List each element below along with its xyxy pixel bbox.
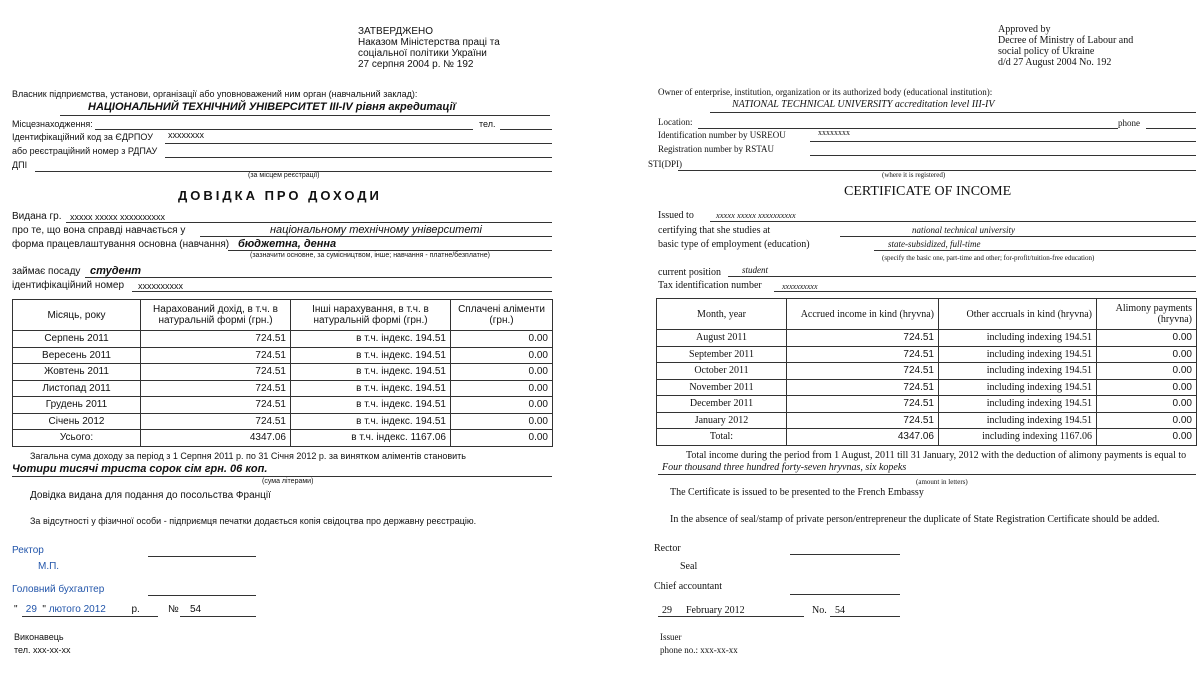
words-note: (сума літерами) (262, 478, 314, 485)
table-cell: Січень 2012 (13, 413, 141, 430)
issuer-phone: phone no.: xxx-xx-xx (660, 645, 738, 655)
table-cell: 0.00 (451, 397, 553, 414)
table-cell: 724.51 (141, 364, 291, 381)
table-cell: including indexing 194.51 (939, 396, 1097, 413)
table-cell: 0.00 (1097, 330, 1197, 347)
table-cell: Грудень 2011 (13, 397, 141, 414)
seal-place: Seal (680, 561, 698, 572)
issuer-label: Issuer (660, 632, 682, 642)
date-quote: " (42, 604, 46, 615)
total-words: Four thousand three hundred forty-seven hryvnas, six kopeks (662, 462, 907, 473)
table-cell: 0.00 (451, 364, 553, 381)
form-label: форма працевлаштування основна (навчання) (12, 239, 230, 250)
seal-note: За відсутності у фізичної особи - підприємця печатки додається копія свідоцтва про державну реєстрацію. (30, 516, 477, 526)
tax-label: ідентифікаційний номер (12, 280, 125, 291)
form-value: бюджетна, денна (238, 238, 337, 250)
table-cell: 724.51 (787, 346, 939, 363)
position-label: current position (658, 267, 722, 278)
table-cell: в т.ч. індекс. 1167.06 (291, 430, 451, 447)
issued-value: xxxxx xxxxx xxxxxxxxxx (70, 212, 166, 222)
table-cell: August 2011 (657, 330, 787, 347)
table-cell: 724.51 (141, 397, 291, 414)
table-header: Accrued income in kind (hryvna) (787, 299, 939, 330)
table-row (13, 380, 553, 397)
table-cell: including indexing 1167.06 (939, 429, 1097, 446)
owner-label: Власник підприємства, установи, організації або уповноважений ним орган (навчальний заклад): (12, 89, 418, 99)
table-cell: 724.51 (787, 363, 939, 380)
table-row (657, 330, 1197, 347)
table-total-row (657, 429, 1197, 446)
total-sum-text: Загальна сума доходу за період з 1 Серпня 2011 р. по 31 Січня 2012 р. за винятком аліментів становить (30, 451, 466, 461)
id-label: Identification number by USREOU (658, 130, 786, 140)
seal-note: In the absence of seal/stamp of private person/entrepreneur the duplicate of State Registration Certificate should be added. (670, 514, 1160, 525)
accountant-label: Chief accountant (654, 581, 723, 592)
table-header-row (657, 299, 1197, 330)
basic-label: basic type of employment (education) (658, 239, 810, 250)
table-total-row (13, 430, 553, 447)
table-cell: в т.ч. індекс. 194.51 (291, 397, 451, 414)
table-row (13, 364, 553, 381)
table-row (657, 412, 1197, 429)
sti-label: STI(DPI) (648, 159, 682, 169)
executor-label: Виконавець (14, 632, 64, 642)
approved-line: 27 серпня 2004 р. № 192 (358, 59, 474, 70)
approved-block (358, 26, 500, 70)
certifying-value: national technical university (912, 225, 1015, 235)
table-cell: 0.00 (451, 430, 553, 447)
issued-label: Issued to (658, 210, 694, 221)
tax-value: xxxxxxxxxx (138, 281, 183, 291)
table-cell: 0.00 (1097, 379, 1197, 396)
issued-value: xxxxx xxxxx xxxxxxxxxx (716, 210, 796, 220)
table-cell: Листопад 2011 (13, 380, 141, 397)
table-header: Other accruals in kind (hryvna) (939, 299, 1097, 330)
table-cell: в т.ч. індекс. 194.51 (291, 347, 451, 364)
rector-label: Ректор (12, 545, 44, 556)
table-cell: October 2011 (657, 363, 787, 380)
dpi-label: ДПІ (12, 160, 28, 170)
purpose-text: Довідка видана для подання до посольства Франції (30, 490, 271, 501)
approved-line: соціальної політики України (358, 48, 487, 59)
table-cell: November 2011 (657, 379, 787, 396)
table-header: Місяць, року (13, 300, 141, 331)
date-line (14, 604, 140, 615)
document-title: CERTIFICATE OF INCOME (844, 184, 1012, 199)
date-day: 29 (25, 604, 37, 615)
number-value: 54 (190, 604, 202, 615)
id-value: xxxxxxxx (818, 128, 850, 137)
table-cell: including indexing 194.51 (939, 346, 1097, 363)
issued-label: Видана гр. (12, 211, 62, 222)
date-day: 29 (662, 605, 672, 616)
date-month: лютого 2012 (48, 604, 106, 615)
table-cell: 724.51 (141, 380, 291, 397)
table-cell: 724.51 (787, 412, 939, 429)
table-cell: 0.00 (451, 347, 553, 364)
table-header: Alimony payments (hryvna) (1097, 299, 1197, 330)
table-cell: 0.00 (1097, 429, 1197, 446)
income-table (656, 298, 1197, 446)
table-row (657, 363, 1197, 380)
phone-label: тел. (479, 119, 496, 129)
reg-note: (where it is registered) (882, 171, 946, 179)
table-cell: 724.51 (787, 379, 939, 396)
university-name: НАЦІОНАЛЬНИЙ ТЕХНІЧНИЙ УНІВЕРСИТЕТ III-IV рівня акредитації (88, 101, 456, 113)
table-cell: including indexing 194.51 (939, 363, 1097, 380)
phone-label: phone (1118, 118, 1140, 128)
position-value: student (742, 265, 768, 275)
table-cell: Жовтень 2011 (13, 364, 141, 381)
location-label: Location: (658, 117, 693, 127)
table-row (13, 347, 553, 364)
location-label: Місцезнаходження: (12, 119, 93, 129)
table-cell: December 2011 (657, 396, 787, 413)
table-cell: 4347.06 (787, 429, 939, 446)
date-quote: " (14, 604, 18, 615)
studies-value: національному технічному університеті (270, 224, 482, 236)
table-row (657, 379, 1197, 396)
table-cell: September 2011 (657, 346, 787, 363)
table-cell: Вересень 2011 (13, 347, 141, 364)
number-label: No. (812, 605, 827, 616)
university-name: NATIONAL TECHNICAL UNIVERSITY accreditation level III-IV (732, 99, 995, 110)
rector-label: Rector (654, 543, 681, 554)
accountant-label: Головний бухгалтер (12, 584, 105, 595)
tax-value: xxxxxxxxxx (782, 282, 818, 291)
approved-line: Наказом Міністерства праці та (358, 37, 500, 48)
table-cell: January 2012 (657, 412, 787, 429)
table-header: Month, year (657, 299, 787, 330)
table-cell: 0.00 (451, 331, 553, 348)
words-note: (amount in letters) (916, 478, 968, 486)
table-row (657, 396, 1197, 413)
ukrainian-certificate (0, 0, 560, 689)
table-cell: в т.ч. індекс. 194.51 (291, 331, 451, 348)
table-cell: including indexing 194.51 (939, 330, 1097, 347)
id-code-value: xxxxxxxx (168, 130, 204, 140)
table-header: Нарахований дохід, в т.ч. в натуральній формі (грн.) (141, 300, 291, 331)
date-year-suffix: р. (131, 604, 140, 615)
total-words: Чотири тисячі триста сорок сім грн. 06 коп. (12, 463, 268, 475)
english-certificate (650, 0, 1200, 689)
table-header: Інші нарахування, в т.ч. в натуральній формі (грн.) (291, 300, 451, 331)
form-note: (зазначити основне, за сумісництвом, інше; навчання - платне/безплатне) (250, 252, 490, 259)
seal-place: М.П. (38, 561, 60, 572)
table-cell: 0.00 (451, 380, 553, 397)
approved-line: d/d 27 August 2004 No. 192 (998, 57, 1112, 68)
reg-label: Registration number by RSTAU (658, 144, 775, 154)
table-row (13, 331, 553, 348)
document-title: ДОВІДКА ПРО ДОХОДИ (178, 188, 382, 203)
table-cell: 724.51 (141, 347, 291, 364)
table-cell: 724.51 (787, 330, 939, 347)
tax-label: Tax identification number (658, 280, 762, 291)
table-header-row (13, 300, 553, 331)
table-row (13, 397, 553, 414)
table-cell: 0.00 (1097, 346, 1197, 363)
table-cell: Total: (657, 429, 787, 446)
table-cell: 724.51 (141, 331, 291, 348)
table-cell: including indexing 194.51 (939, 379, 1097, 396)
table-cell: 0.00 (451, 413, 553, 430)
basic-note: (specify the basic one, part-time and other; for-profit/tuition-free education) (882, 254, 1095, 262)
table-cell: Серпень 2011 (13, 331, 141, 348)
table-cell: 0.00 (1097, 412, 1197, 429)
approved-line: Approved by (998, 24, 1051, 35)
approved-line: Decree of Ministry of Labour and (998, 35, 1134, 46)
date-month: February 2012 (686, 605, 745, 616)
id-code-label: Ідентифікаційний код за ЄДРПОУ (12, 132, 153, 142)
table-row (657, 346, 1197, 363)
certifying-label: certifying that she studies at (658, 225, 771, 236)
table-header: Сплачені аліменти (грн.) (451, 300, 553, 331)
owner-label: Owner of enterprise, institution, organization or its authorized body (educational institution): (658, 87, 993, 97)
executor-phone: тел. xxx-xx-xx (14, 645, 71, 655)
number-label: № (168, 604, 179, 615)
total-sum-text: Total income during the period from 1 August, 2011 till 31 January, 2012 with the deduction of alimony payments is equal to (686, 450, 1187, 461)
income-table (12, 299, 553, 447)
reg-number-label: або реєстраційний номер з РДПАУ (12, 146, 158, 156)
table-row (13, 413, 553, 430)
table-cell: including indexing 194.51 (939, 412, 1097, 429)
table-cell: 0.00 (1097, 363, 1197, 380)
purpose-text: The Certificate is issued to be presented to the French Embassy (670, 487, 924, 498)
basic-value: state-subsidized, full-time (888, 239, 981, 249)
table-cell: в т.ч. індекс. 194.51 (291, 413, 451, 430)
reg-note: (за місцем реєстрації) (248, 172, 320, 179)
table-cell: 724.51 (141, 413, 291, 430)
table-cell: в т.ч. індекс. 194.51 (291, 364, 451, 381)
table-cell: 0.00 (1097, 396, 1197, 413)
table-cell: 4347.06 (141, 430, 291, 447)
table-cell: 724.51 (787, 396, 939, 413)
position-label: займає посаду (12, 266, 81, 277)
approved-line: ЗАТВЕРДЖЕНО (358, 26, 434, 37)
studies-label: про те, що вона справді навчається у (12, 225, 186, 236)
table-cell: Усього: (13, 430, 141, 447)
approved-line: social policy of Ukraine (998, 46, 1095, 57)
number-value: 54 (835, 605, 845, 616)
table-cell: в т.ч. індекс. 194.51 (291, 380, 451, 397)
approved-block (998, 24, 1133, 68)
position-value: студент (90, 265, 142, 277)
